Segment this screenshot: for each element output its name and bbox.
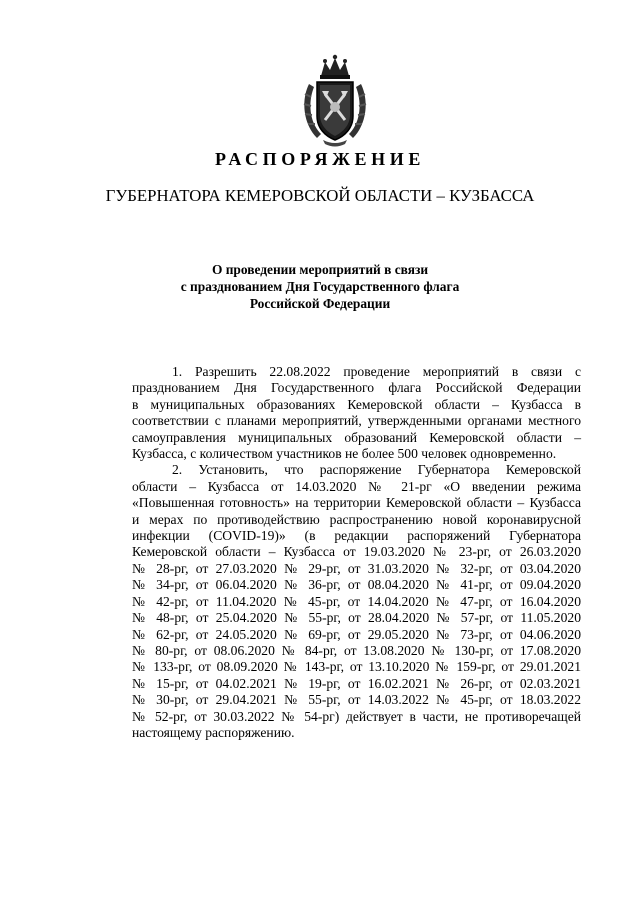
subject-line: с празднованием Дня Государственного флага (180, 279, 460, 294)
paragraph-line: № 34-рг, от 06.04.2020 № 36-рг, от 08.04.2020 № 41-рг, от 09.04.2020 (132, 577, 581, 593)
kemerovo-coat-of-arms-icon (295, 54, 375, 148)
paragraph-line: в муниципальных образованиях Кемеровской области – Кузбасса в (132, 396, 581, 412)
paragraph-line: празднованием Дня Государственного флага Российской Федерации (132, 380, 581, 396)
paragraph-line: № 48-рг, от 25.04.2020 № 55-рг, от 28.04.2020 № 57-рг, от 11.05.2020 (132, 610, 581, 626)
subject-line: О проведении мероприятий в связи (211, 262, 429, 277)
paragraph-line: Кузбасса, с количеством участников не более 500 человек одновременно. (132, 446, 557, 462)
paragraph-1 (92, 364, 581, 462)
paragraph-line: № 133-рг, от 08.09.2020 № 143-рг, от 13.10.2020 № 159-рг, от 29.01.2021 (132, 659, 581, 675)
paragraph-line: инфекции (COVID-19)» (в редакции распоряжений Губернатора (132, 528, 581, 544)
paragraph-line: «Повышенная готовность» на территории Кемеровской области – Кузбасса (132, 495, 581, 511)
paragraph-line: 1. Разрешить 22.08.2022 проведение мероприятий в связи с (172, 364, 581, 379)
paragraph-line: № 28-рг, от 27.03.2020 № 29-рг, от 31.03.2020 № 32-рг, от 03.04.2020 (132, 560, 581, 576)
issuer-heading: ГУБЕРНАТОРА КЕМЕРОВСКОЙ ОБЛАСТИ – КУЗБАССА (105, 186, 535, 205)
paragraph-line: № 62-рг, от 24.05.2020 № 69-рг, от 29.05.2020 № 73-рг, от 04.06.2020 (132, 626, 581, 642)
paragraph-line: 2. Установить, что распоряжение Губернатора Кемеровской (172, 462, 581, 478)
document-subject (0, 261, 640, 312)
paragraph-line: и мерах по противодействию распространению новой коронавирусной (132, 511, 581, 527)
paragraph-line: № 42-рг, от 11.04.2020 № 45-рг, от 14.04.2020 № 47-рг, от 16.04.2020 (132, 593, 581, 609)
paragraph-line: № 30-рг, от 29.04.2021 № 55-рг, от 14.03.2022 № 45-рг, от 18.03.2022 (132, 692, 581, 708)
paragraph-line: № 15-рг, от 04.02.2021 № 19-рг, от 16.02.2021 № 26-рг, от 02.03.2021 (132, 675, 581, 691)
paragraph-2 (92, 462, 581, 741)
paragraph-line: настоящему распоряжению. (132, 724, 295, 740)
paragraph-line: № 80-рг, от 08.06.2020 № 84-рг, от 13.08.2020 № 130-рг, от 17.08.2020 (132, 642, 581, 658)
subject-line: Российской Федерации (249, 296, 391, 311)
document-type-heading: РАСПОРЯЖЕНИЕ (215, 149, 425, 169)
paragraph-line: соответствии с планами мероприятий, утвержденными органами местного (132, 413, 581, 429)
paragraph-line: № 52-рг, от 30.03.2022 № 54-рг) действует в части, не противоречащей (132, 708, 581, 724)
paragraph-line: Кемеровской области – Кузбасса от 19.03.2020 № 23-рг, от 26.03.2020 (132, 544, 581, 560)
document-body (92, 364, 581, 741)
paragraph-line: самоуправления муниципальных образований Кемеровской области – (132, 429, 581, 445)
paragraph-line: области – Кузбасса от 14.03.2020 № 21-рг «О введении режима (132, 478, 581, 494)
